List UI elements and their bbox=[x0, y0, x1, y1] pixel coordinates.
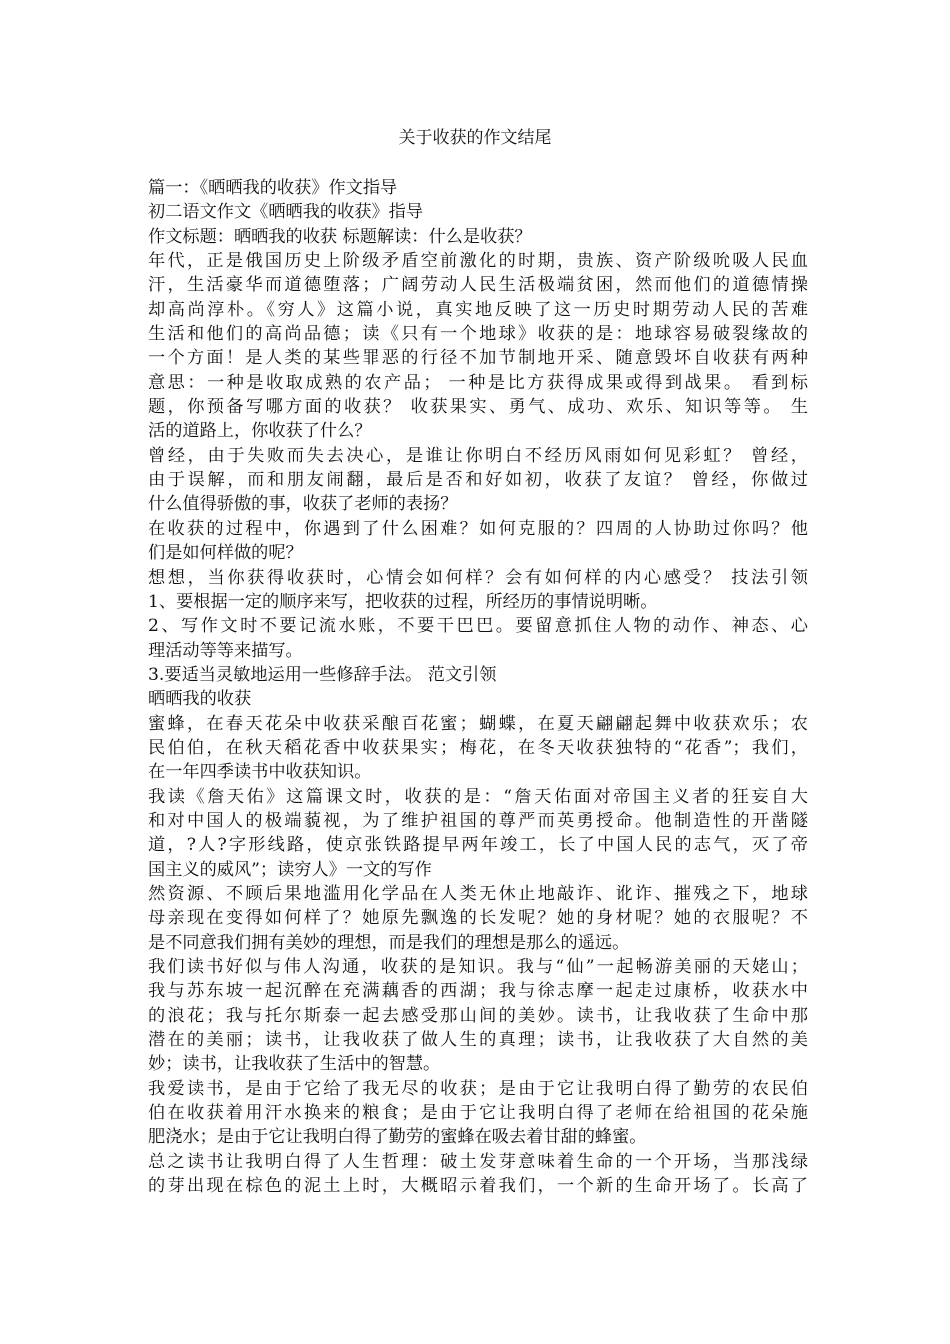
text-line: 篇一：《晒晒我的收获》作文指导 bbox=[148, 178, 398, 198]
text-line: 我与苏东坡一起沉醉在充满藕香的西湖；我与徐志摩一起走过康桥，收获水中 bbox=[148, 981, 808, 1002]
text-line: 理活动等等来描写。 bbox=[148, 640, 303, 661]
text-line: 2、写作文时不要记流水账，不要干巴巴。要留意抓住人物的动作、神态、心 bbox=[148, 616, 808, 637]
text-line: 在一年四季读书中收获知识。 bbox=[148, 762, 372, 783]
text-line: 肥浇水；是由于它让我明白得了勤劳的蜜蜂在吸去着甘甜的蜂蜜。 bbox=[148, 1127, 647, 1148]
text-line: 是不同意我们拥有美妙的理想，而是我们的理想是那么的遥远。 bbox=[148, 932, 630, 953]
text-line: 妙；读书，让我收获了生活中的智慧。 bbox=[148, 1054, 441, 1075]
text-line: 活的道路上，你收获了什么？ bbox=[148, 421, 372, 442]
document-title: 关于收获的作文结尾 bbox=[398, 128, 552, 148]
text-line: 在收获的过程中，你遇到了什么困难？如何克服的？四周的人协助过你吗？他 bbox=[148, 518, 808, 539]
text-line: 然资源、不顾后果地滥用化学品在人类无休止地敲诈、讹诈、摧残之下，地球 bbox=[148, 883, 808, 904]
text-line: 我爱读书，是由于它给了我无尽的收获；是由于它让我明白得了勤劳的农民伯 bbox=[148, 1078, 808, 1099]
text-line: 晒晒我的收获 bbox=[148, 689, 252, 710]
text-line: 由于误解，而和朋友闹翻，最后是否和好如初，收获了友谊？ 曾经，你做过 bbox=[148, 470, 808, 491]
text-line: 国主义的威风”；读穷人》一文的写作 bbox=[148, 859, 432, 880]
text-line: 年代，正是俄国历史上阶级矛盾空前激化的时期，贵族、资产阶级吮吸人民血 bbox=[148, 251, 808, 272]
text-line: 意思：一种是收取成熟的农产品； 一种是比方获得成果或得到战果。 看到标 bbox=[148, 372, 808, 393]
text-line: 生活和他们的高尚品德；读《只有一个地球》收获的是：地球容易破裂缘故的 bbox=[148, 324, 808, 345]
text-line: 道，?人?字形线路，使京张铁路提早两年竣工，长了中国人民的志气，灭了帝 bbox=[148, 835, 808, 856]
text-line: 汗，生活豪华而道德堕落；广阔劳动人民生活极端贫困，然而他们的道德情操 bbox=[148, 275, 808, 296]
text-line: 却高尚淳朴。《穷人》这篇小说，真实地反映了这一历史时期劳动人民的苦难 bbox=[148, 299, 808, 320]
text-line: 3.要适当灵敏地运用一些修辞手法。 范文引领 bbox=[148, 664, 497, 685]
text-line: 总之读书让我明白得了人生哲理：破土发芽意味着生命的一个开场，当那浅绿 bbox=[148, 1151, 808, 1172]
text-line: 的芽出现在棕色的泥土上时，大概昭示着我们，一个新的生命开场了。长高了 bbox=[148, 1176, 808, 1197]
document-body bbox=[148, 176, 808, 1198]
text-line: 蜜蜂，在春天花朵中收获采酿百花蜜；蝴蝶，在夏天翩翩起舞中收获欢乐；农 bbox=[148, 713, 808, 734]
text-line: 想想，当你获得收获时，心情会如何样？会有如何样的内心感受？ 技法引领 bbox=[148, 567, 808, 588]
text-line: 初二语文作文《晒晒我的收获》指导 bbox=[148, 202, 424, 223]
text-line: 作文标题：晒晒我的收获 标题解读：什么是收获？ bbox=[148, 226, 532, 247]
text-line: 民伯伯，在秋天稻花香中收获果实；梅花，在冬天收获独特的“花香”；我们， bbox=[148, 737, 808, 758]
text-line: 们是如何样做的呢？ bbox=[148, 543, 303, 564]
text-line: 一个方面！是人类的某些罪恶的行径不加节制地开采、随意毁坏自收获有两种 bbox=[148, 348, 808, 369]
text-line: 的浪花；我与托尔斯泰一起去感受那山间的美妙。读书，让我收获了生命中那 bbox=[148, 1005, 808, 1026]
text-line: 我读《詹天佑》这篇课文时，收获的是：“詹天佑面对帝国主义者的狂妄自大 bbox=[148, 786, 808, 807]
text-line: 伯在收获着用汗水换来的粮食；是由于它让我明白得了老师在给祖国的花朵施 bbox=[148, 1103, 808, 1124]
text-line: 潜在的美丽；读书，让我收获了做人生的真理；读书，让我收获了大自然的美 bbox=[148, 1030, 808, 1051]
text-line: 曾经，由于失败而失去决心，是谁让你明白不经历风雨如何见彩虹？ 曾经， bbox=[148, 445, 808, 466]
text-line: 和对中国人的极端藐视，为了维护祖国的尊严而英勇授命。他制造性的开凿隧 bbox=[148, 810, 808, 831]
text-line: 母亲现在变得如何样了？她原先飘逸的长发呢？她的身材呢？她的衣服呢？不 bbox=[148, 908, 808, 929]
text-line: 我们读书好似与伟人沟通，收获的是知识。我与“仙”一起畅游美丽的天姥山； bbox=[148, 957, 808, 977]
text-line: 1、要根据一定的顺序来写，把收获的过程，所经历的事情说明晰。 bbox=[148, 591, 658, 612]
text-line: 题，你预备写哪方面的收获？ 收获果实、勇气、成功、欢乐、知识等等。 生 bbox=[148, 397, 808, 418]
text-line: 什么值得骄傲的事，收获了老师的表扬？ bbox=[148, 494, 458, 515]
